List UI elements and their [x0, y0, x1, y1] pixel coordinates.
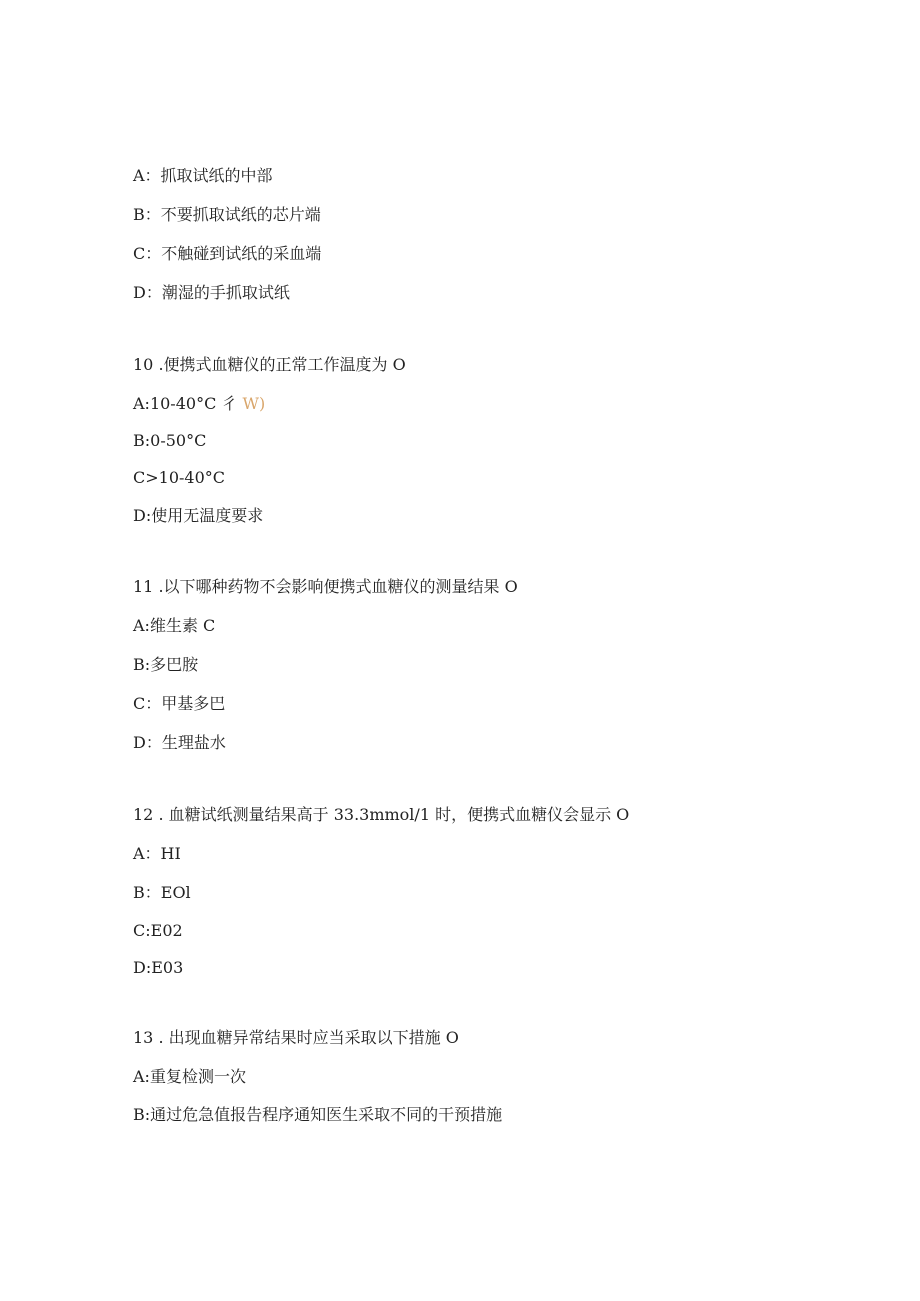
option-text: A：抓取试纸的中部 — [133, 166, 273, 185]
option-text: C：不触碰到试纸的采血端 — [133, 244, 322, 263]
option-text: C>10-40°C — [133, 468, 226, 487]
question-10-text: 10 .便携式血糖仪的正常工作温度为 O — [133, 355, 406, 374]
option-text: B:0-50°C — [133, 431, 207, 450]
question-13-text: 13 . 出现血糖异常结果时应当采取以下措施 O — [133, 1028, 459, 1047]
option-text: B：不要抓取试纸的芯片端 — [133, 205, 321, 224]
option-text: D：潮湿的手抓取试纸 — [133, 283, 290, 302]
question-12-text: 12 . 血糖试纸测量结果高于 33.3mmol/1 时，便携式血糖仪会显示 O — [133, 805, 630, 824]
option-text: A：HI — [133, 844, 181, 863]
option-text: B:通过危急值报告程序通知医生采取不同的干预措施 — [133, 1105, 503, 1124]
option-text: B:多巴胺 — [133, 655, 199, 674]
option-text: C：甲基多巴 — [133, 694, 226, 713]
option-text: D：生理盐水 — [133, 733, 226, 752]
option-text: A:10-40°C 彳 — [133, 394, 238, 413]
option-text: B：EOl — [133, 883, 191, 902]
option-text: A:重复检测一次 — [133, 1067, 246, 1086]
question-11-text: 11 .以下哪种药物不会影响便携式血糖仪的测量结果 O — [133, 577, 518, 596]
option-text: C:E02 — [133, 921, 183, 940]
option-text: D:E03 — [133, 958, 184, 977]
option-text: A:维生素 C — [133, 616, 216, 635]
option-text: D:使用无温度要求 — [133, 506, 264, 525]
question-10-option-a — [133, 394, 265, 414]
handwritten-mark: W) — [242, 394, 266, 413]
